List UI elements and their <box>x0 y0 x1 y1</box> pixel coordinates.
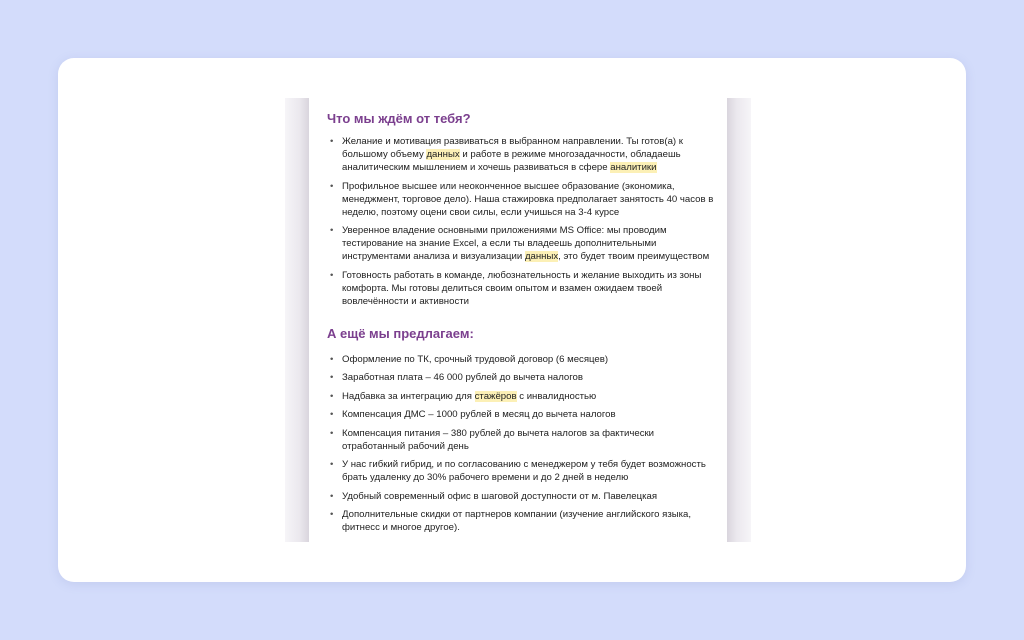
item-text: Желание и мотивация развиваться в выбранном направлении. Ты готов(а) к большому объему <box>342 136 683 160</box>
list-item <box>327 180 717 219</box>
item-text: Компенсация питания – 380 рублей до вычета налогов за фактически отработанный рабочий день <box>342 427 655 452</box>
bullet-icon: • <box>330 372 334 383</box>
item-text: У нас гибкий гибрид, и по согласованию с менеджером у тебя будет возможность брать удаленку до 30% рабочего времени и до 2 дней в неделю <box>342 459 706 483</box>
list-item <box>327 508 717 534</box>
highlighted-term: данных <box>524 251 559 262</box>
item-text: Дополнительные скидки от партнеров компании (изучение английского языка, фитнесс и многое другое). <box>342 509 692 533</box>
expect-section-title: Что мы ждём от тебя? <box>327 111 471 126</box>
item-text: Готовность работать в команде, любознательность и желание выходить из зоны комфорта. Мы готовы делиться своим опытом и взамен ожидаем твоей вовлечённости и активности <box>342 269 702 307</box>
bullet-icon: • <box>330 180 334 192</box>
document-page <box>309 98 727 542</box>
list-item <box>327 269 717 308</box>
bullet-icon: • <box>330 136 334 147</box>
expect-list <box>327 135 717 308</box>
bullet-icon: • <box>330 490 334 502</box>
list-item <box>327 224 717 263</box>
list-item <box>327 490 717 503</box>
offer-list <box>327 353 717 535</box>
bullet-icon: • <box>330 459 334 470</box>
bullet-icon: • <box>330 269 334 281</box>
item-text: и работе в режиме многозадачности, обладаешь аналитическим мышлением и хочешь развиваться в сфере <box>342 149 681 173</box>
bullet-icon: • <box>330 353 334 365</box>
bullet-icon: • <box>330 225 334 236</box>
item-text: Уверенное владение основными приложениями MS Office: мы проводим тестирование на знание Excel, а если ты владеешь дополнительными инструментами анализа и визуализации <box>342 225 667 262</box>
item-text: Надбавка за интеграцию для <box>342 390 475 402</box>
list-item <box>327 371 717 384</box>
bullet-icon: • <box>330 409 334 420</box>
item-text: Заработная плата – 46 000 рублей до вычета налогов <box>342 372 583 383</box>
page-shadow-left <box>285 98 309 542</box>
page-shadow-right <box>727 98 751 542</box>
list-item <box>327 458 717 484</box>
bullet-icon: • <box>330 509 334 520</box>
bullet-icon: • <box>330 427 334 439</box>
list-item <box>327 408 717 421</box>
bullet-icon: • <box>330 390 334 402</box>
list-item <box>327 135 717 174</box>
list-item <box>327 427 717 453</box>
content-card <box>58 58 966 582</box>
highlighted-term: аналитики <box>610 162 657 173</box>
item-text: , это будет твоим преимуществом <box>558 251 710 262</box>
item-text: Оформление по ТК, срочный трудовой договор (6 месяцев) <box>342 353 609 365</box>
offer-section-title: А ещё мы предлагаем: <box>327 325 474 341</box>
highlighted-term: стажёров <box>474 390 517 402</box>
highlighted-term: данных <box>426 149 460 160</box>
item-text: Компенсация ДМС – 1000 рублей в месяц до вычета налогов <box>342 409 616 420</box>
document-viewer <box>285 98 751 542</box>
list-item <box>327 353 717 366</box>
item-text: с инвалидностью <box>516 390 597 402</box>
list-item <box>327 390 717 403</box>
item-text: Удобный современный офис в шаговой доступности от м. Павелецкая <box>342 490 658 502</box>
item-text: Профильное высшее или неоконченное высшее образование (экономика, менеджмент, торговое дело). Наша стажировка предполагает занятость 40 часов в неделю, поэтому оцени свои силы, если учишься на 3-4 курсе <box>342 180 714 218</box>
